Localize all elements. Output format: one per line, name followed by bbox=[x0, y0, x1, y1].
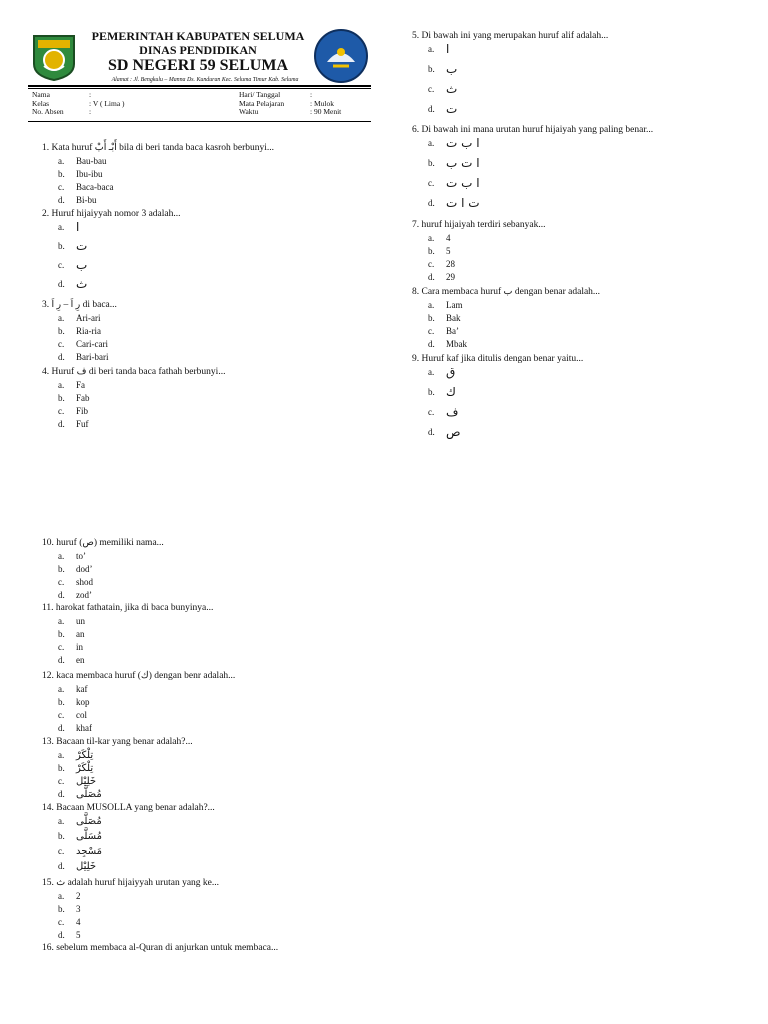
question-3: 3. رِ اَ – رِ اَ di baca... bbox=[42, 300, 117, 310]
option: b. تِلْكَرْ bbox=[58, 763, 94, 774]
question-11: 11. harokat fathatain, jika di baca bunyinya... bbox=[42, 603, 214, 613]
option: a. ا bbox=[58, 220, 80, 234]
option: b. dod’ bbox=[58, 564, 93, 574]
option: a. مُصَلَّى bbox=[58, 816, 102, 827]
option: a. kaf bbox=[58, 684, 88, 694]
subject-value: : Mulok bbox=[310, 98, 334, 108]
option: a. ا ب ت bbox=[428, 136, 480, 150]
question-16: 16. sebelum membaca al-Quran di anjurkan untuk membaca... bbox=[42, 943, 279, 953]
question-10: 10. huruf (ص) memiliki nama... bbox=[42, 538, 164, 548]
option: c. ث bbox=[428, 82, 458, 96]
question-5: 5. Di bawah ini yang merupakan huruf alif adalah... bbox=[412, 31, 609, 41]
option: c. shod bbox=[58, 577, 94, 587]
option: c. 4 bbox=[58, 917, 81, 927]
option: b. Ibu-ibu bbox=[58, 169, 103, 179]
option: d. Fuf bbox=[58, 419, 89, 429]
name-value: : bbox=[89, 90, 92, 99]
school-address: Alamat : Jl. Bengkulu – Manna Ds. Kunduran Kec. Seluma Timur Kab. Seluma bbox=[111, 77, 299, 83]
header-line-2: DINAS PENDIDIKAN bbox=[139, 43, 257, 57]
option: a. Ari-ari bbox=[58, 313, 101, 323]
option: d. 5 bbox=[58, 930, 81, 940]
option: c. ا ب ت bbox=[428, 176, 480, 190]
option: d. zod’ bbox=[58, 590, 92, 600]
question-1: 1. Kata huruf أَبْـ أَبْ bila di beri tanda baca kasroh berbunyi... bbox=[42, 143, 275, 153]
logo-left-icon bbox=[28, 30, 80, 82]
option: d. 29 bbox=[428, 272, 455, 282]
question-9: 9. Huruf kaf jika ditulis dengan benar yaitu... bbox=[412, 354, 584, 364]
question-12: 12. kaca membaca huruf (ك) dengan benr adalah... bbox=[42, 671, 236, 681]
option: b. Fab bbox=[58, 393, 90, 403]
question-13: 13. Bacaan til-kar yang benar adalah?... bbox=[42, 737, 193, 747]
option: b. مُسَلَّى bbox=[58, 831, 102, 842]
question-7: 7. huruf hijaiyah terdiri sebanyak... bbox=[412, 220, 546, 230]
option: a. ق bbox=[428, 365, 456, 379]
option: b. ت bbox=[58, 239, 88, 253]
question-2: 2. Huruf hijaiyyah nomor 3 adalah... bbox=[42, 209, 181, 219]
option: a. un bbox=[58, 616, 85, 626]
time-value: : 90 Menit bbox=[310, 107, 342, 117]
option: a. 4 bbox=[428, 233, 451, 243]
question-15: 15. ث adalah huruf hijaiyyah urutan yang ke... bbox=[42, 878, 219, 888]
option: d. ت bbox=[428, 102, 458, 116]
option: c. Baca-baca bbox=[58, 182, 114, 192]
date-label: Hari/ Tanggal bbox=[239, 90, 281, 99]
option: b. Bak bbox=[428, 313, 461, 323]
option: b. kop bbox=[58, 697, 90, 707]
logo-right-icon bbox=[313, 28, 369, 84]
option: a. تِلْكَرْ bbox=[58, 750, 94, 761]
option: d. خَلِيْل bbox=[58, 861, 97, 872]
option: d. en bbox=[58, 655, 85, 665]
option: c. Ba’ bbox=[428, 326, 459, 336]
option: c. Fib bbox=[58, 406, 89, 416]
class-value: : V ( Lima ) bbox=[89, 98, 125, 108]
option: d. ث bbox=[58, 277, 88, 291]
option: d. مُصَلَّى bbox=[58, 789, 102, 800]
option: a. 2 bbox=[58, 891, 81, 901]
option: c. خَلِيْل bbox=[58, 776, 97, 787]
absen-label: No. Absen bbox=[32, 107, 64, 117]
date-value: : bbox=[310, 90, 313, 99]
option: d. khaf bbox=[58, 723, 92, 733]
option: b. ا ت ب bbox=[428, 156, 480, 170]
option: a. to’ bbox=[58, 551, 86, 561]
option: a. Bau-bau bbox=[58, 156, 107, 166]
option: c. مَسْجِد bbox=[58, 846, 102, 857]
absen-value: : bbox=[89, 107, 92, 117]
option: a. ا bbox=[428, 42, 450, 56]
option: b. an bbox=[58, 629, 85, 639]
option: d. Bari-bari bbox=[58, 352, 109, 362]
name-label: Nama bbox=[32, 90, 50, 99]
header-line-1: PEMERINTAH KABUPATEN SELUMA bbox=[91, 29, 305, 43]
option: d. ت ا ت bbox=[428, 196, 480, 210]
option: b. ب bbox=[428, 62, 458, 76]
option: b. 5 bbox=[428, 246, 451, 256]
option: a. Lam bbox=[428, 300, 463, 310]
questions-left-top bbox=[42, 142, 372, 431]
questions-right-top bbox=[412, 30, 752, 446]
question-4: 4. Huruf ف di beri tanda baca fathah berbunyi... bbox=[42, 367, 226, 377]
option: c. Cari-cari bbox=[58, 339, 108, 349]
option: d. ص bbox=[428, 425, 461, 439]
option: b. Ria-ria bbox=[58, 326, 101, 336]
student-meta-right bbox=[239, 91, 379, 117]
subject-label: Mata Pelajaran bbox=[239, 98, 285, 108]
option: c. ب bbox=[58, 258, 88, 272]
question-14: 14. Bacaan MUSOLLA yang benar adalah?... bbox=[42, 803, 215, 813]
class-label: Kelas bbox=[32, 98, 50, 108]
question-8: 8. Cara membaca huruf ب dengan benar adalah... bbox=[412, 287, 601, 297]
option: b. 3 bbox=[58, 904, 81, 914]
option: d. Bi-bu bbox=[58, 195, 97, 205]
option: c. in bbox=[58, 642, 84, 652]
questions-left-bottom bbox=[42, 537, 372, 955]
option: c. ف bbox=[428, 405, 459, 419]
option: a. Fa bbox=[58, 380, 85, 390]
option: d. Mbak bbox=[428, 339, 467, 349]
option: c. 28 bbox=[428, 259, 455, 269]
time-label: Waktu bbox=[239, 107, 259, 117]
school-name: SD NEGERI 59 SELUMA bbox=[107, 57, 289, 74]
student-meta-left bbox=[32, 91, 212, 117]
option: c. col bbox=[58, 710, 87, 720]
option: b. ك bbox=[428, 385, 456, 399]
question-6: 6. Di bawah ini mana urutan huruf hijaiyah yang paling benar... bbox=[412, 125, 654, 135]
